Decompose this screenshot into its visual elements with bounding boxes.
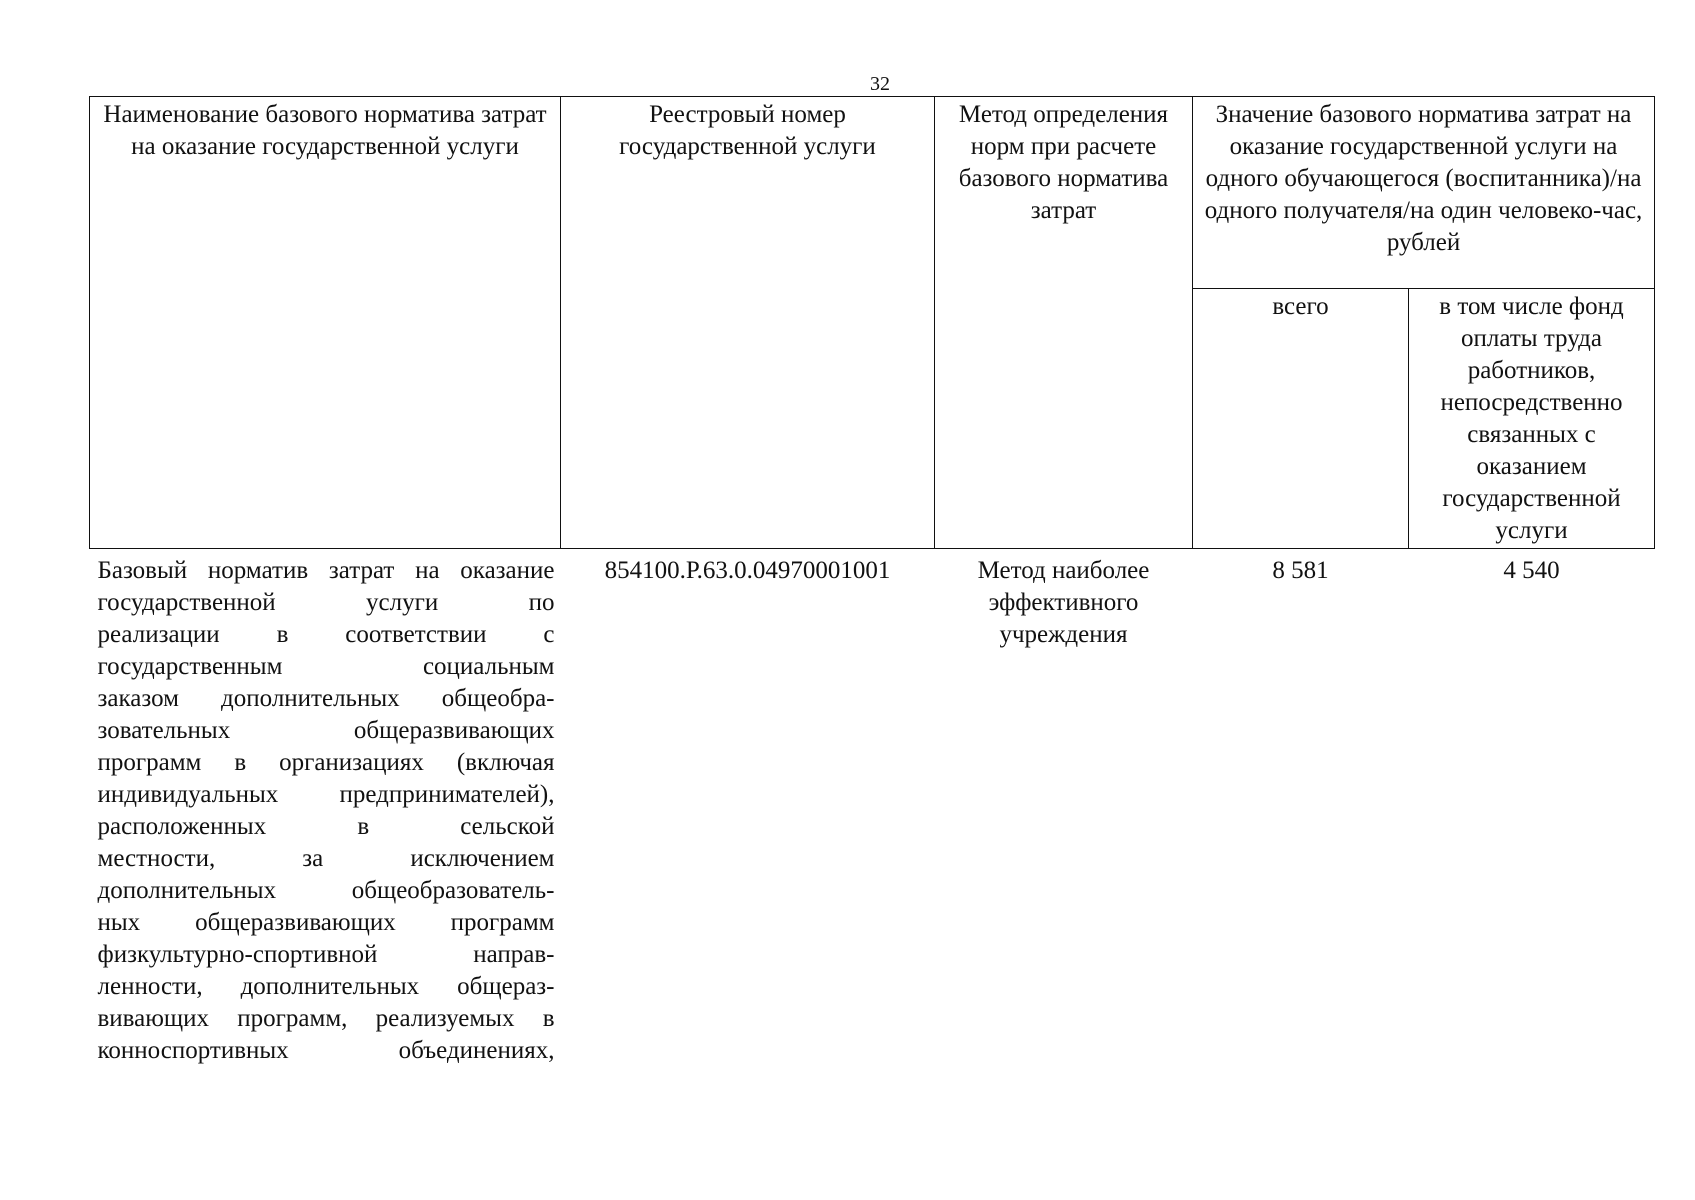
row-method-cell: Метод наиболее эффективного учреждения [977,557,1150,648]
norms-table [89,96,1655,1067]
name-line: индивидуальных предпринимателей), [97,781,555,808]
row-registry-cell: 854100.Р.63.0.04970001001 [604,557,891,584]
table-row [90,549,1655,1068]
name-line: государственной услуги по [97,589,555,616]
name-line: Базовый норматив затрат на оказание [97,557,555,584]
table-header [90,97,1655,549]
row-name-cell [90,549,561,1068]
header-total: всего [1193,289,1409,549]
name-line: ленности, дополнительных общераз- [97,973,555,1000]
header-name: Наименование базового норматива затрат на оказание государственной услуги [90,97,561,549]
name-line: дополнительных общеобразователь- [97,877,555,904]
name-line: реализации в соответствии с [97,621,555,648]
name-line: вивающих программ, реализуемых в [97,1005,555,1032]
name-line: местности, за исключением [97,845,555,872]
name-line: ных общеразвивающих программ [97,909,555,936]
name-line: зовательных общеразвивающих [97,717,555,744]
name-line: физкультурно-спортивной направ- [97,941,555,968]
name-line: заказом дополнительных общеобра- [97,685,555,712]
name-line: конноспортивных объединениях, [97,1037,555,1064]
header-value: Значение базового норматива затрат на оказание государственной услуги на одного обучающегося (воспитанника)/на одного получателя/на один человеко-час, рублей [1193,97,1655,289]
table-body [90,549,1655,1068]
header-wage-fund: в том числе фонд оплаты труда работников, непосредственно связанных с оказанием государственной услуги [1409,289,1655,549]
row-total-cell: 8 581 [1272,557,1329,584]
header-registry: Реестровый номер государственной услуги [561,97,935,549]
name-line: расположенных в сельской [97,813,555,840]
row-wage-fund-cell: 4 540 [1503,557,1560,584]
header-method: Метод определения норм при расчете базового норматива затрат [935,97,1193,549]
name-line: программ в организациях (включая [97,749,555,776]
page-number: 32 [870,73,890,95]
name-line: государственным социальным [97,653,555,680]
